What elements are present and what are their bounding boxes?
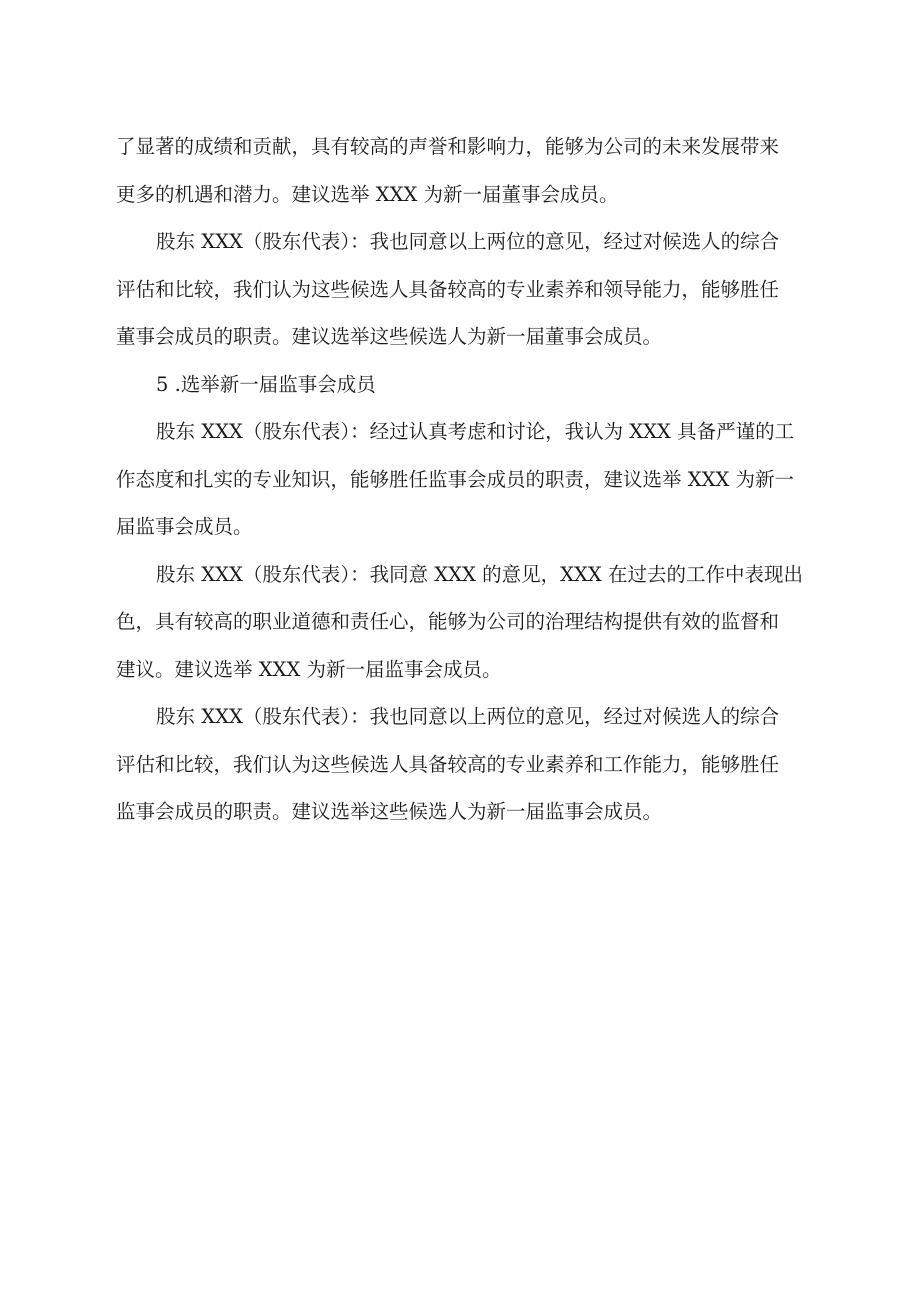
text-line: 建议。建议选举 XXX 为新一届监事会成员。 [116, 657, 502, 681]
text-line: 届监事会成员。 [116, 515, 253, 538]
section-heading-supervisory-election [116, 361, 806, 409]
text-line: 股东 XXX（股东代表）：我也同意以上两位的意见，经过对候选人的综合 [156, 230, 780, 253]
text-line: 股东 XXX（股东代表）：我也同意以上两位的意见，经过对候选人的综合 [156, 705, 780, 728]
text-line: 监事会成员的职责。建议选举这些候选人为新一届监事会成员。 [116, 800, 663, 823]
paragraph-shareholder-supervisor-opinion-2 [116, 551, 806, 694]
text-line: 评估和比较，我们认为这些候选人具备较高的专业素养和工作能力，能够胜任 [116, 752, 780, 776]
text-line: 董事会成员的职责。建议选举这些候选人为新一届董事会成员。 [116, 325, 663, 348]
text-line: 作态度和扎实的专业知识，能够胜任监事会成员的职责，建议选举 XXX 为新一 [116, 467, 795, 491]
text-line: 股东 XXX（股东代表）：经过认真考虑和讨论，我认为 XXX 具备严谨的工 [156, 420, 795, 443]
text-line: 评估和比较，我们认为这些候选人具备较高的专业素养和领导能力，能够胜任 [116, 277, 780, 301]
paragraph-shareholder-board-opinion [116, 218, 806, 361]
paragraph-shareholder-supervisor-opinion-1 [116, 408, 806, 551]
text-line: 股东 XXX（股东代表）：我同意 XXX 的意见，XXX 在过去的工作中表现出 [156, 562, 803, 586]
paragraph-shareholder-supervisor-opinion-3 [116, 693, 806, 836]
text-line: 色，具有较高的职业道德和责任心，能够为公司的治理结构提供有效的监督和 [116, 610, 780, 633]
text-line: 更多的机遇和潜力。建议选举 XXX 为新一届董事会成员。 [116, 182, 619, 206]
text-line: 了显著的成绩和贡献，具有较高的声誉和影响力，能够为公司的未来发展带来 [116, 135, 780, 158]
paragraph-board-continuation [116, 123, 806, 218]
section-heading: 5 .选举新一届监事会成员 [156, 372, 376, 396]
document-body [116, 123, 806, 836]
